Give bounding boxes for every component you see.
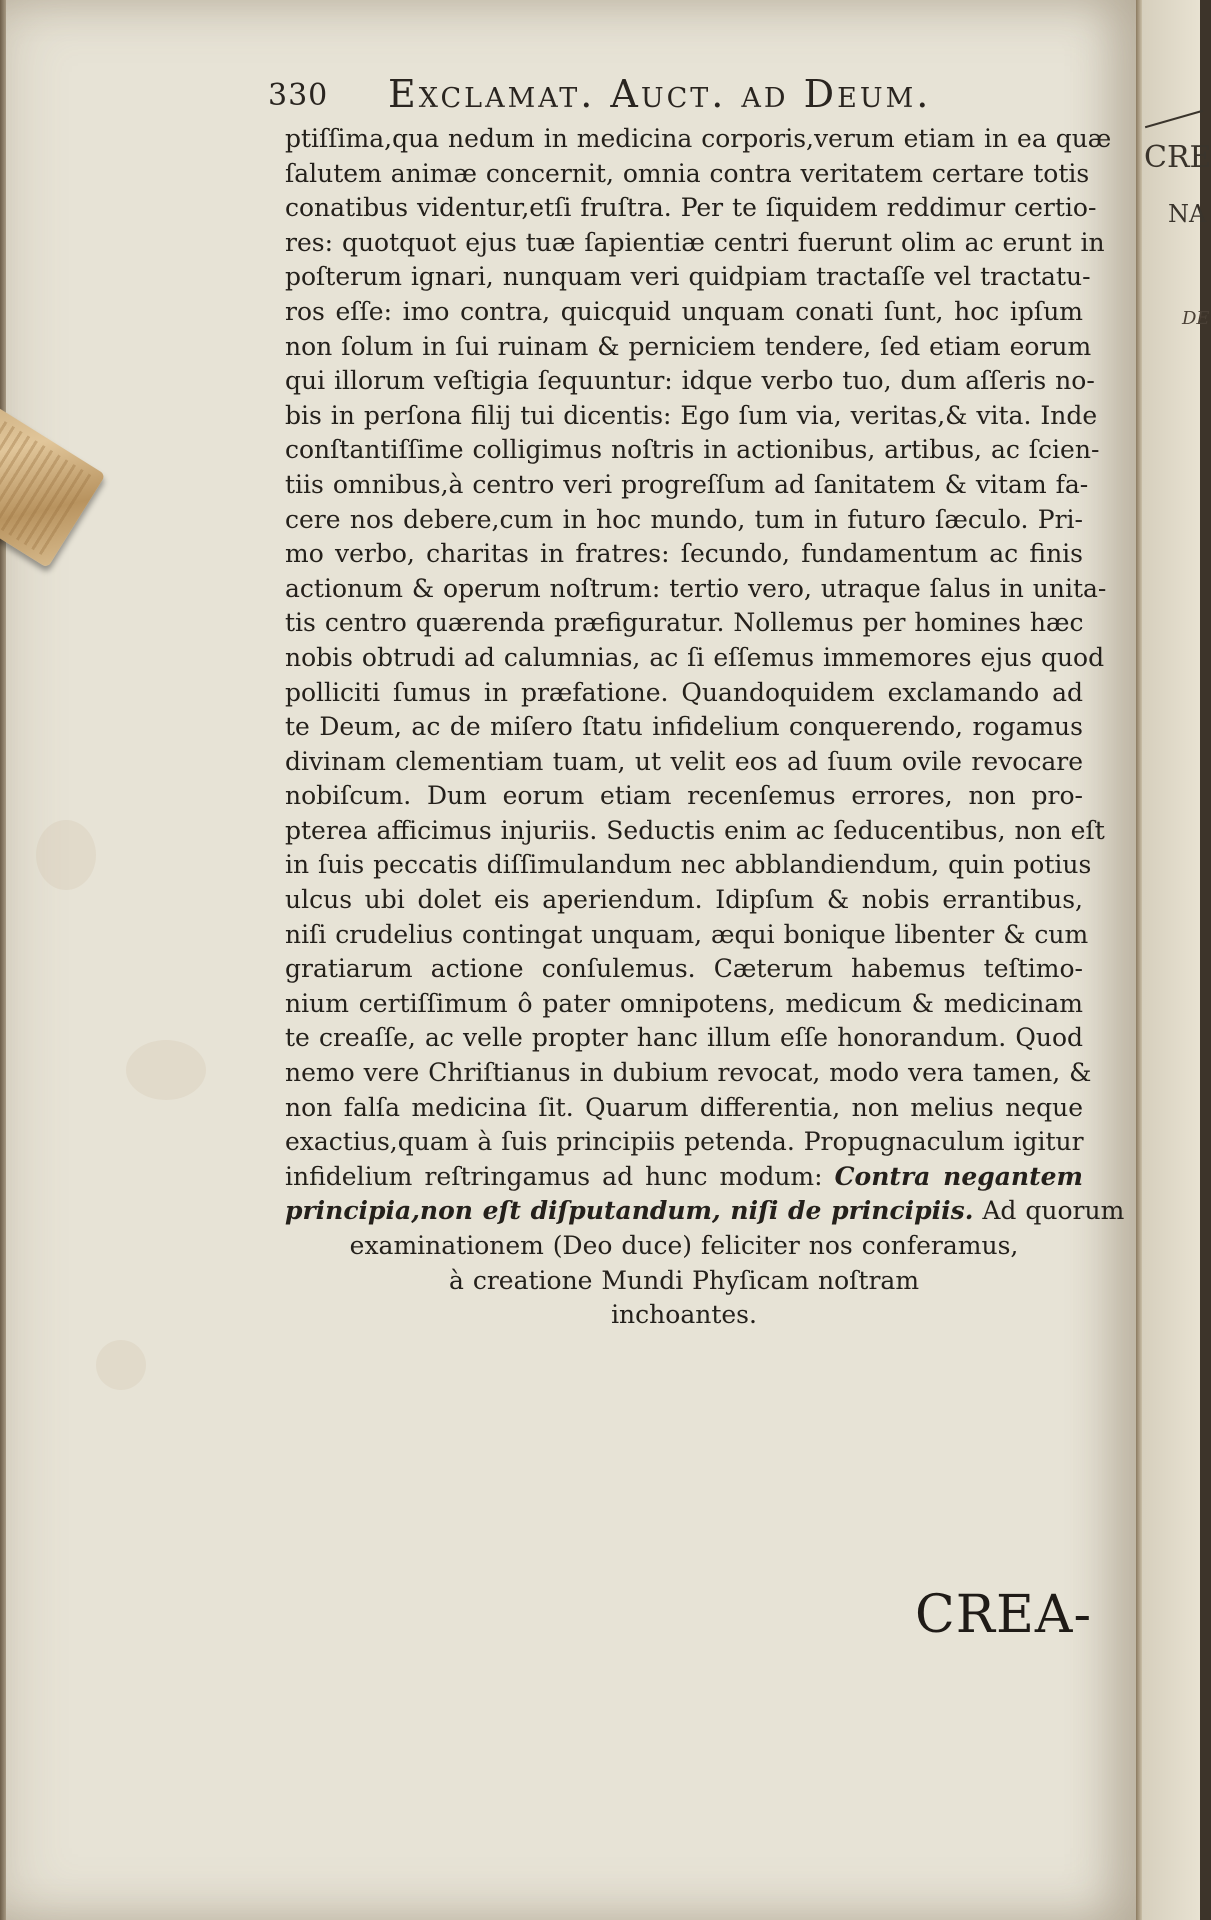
paper-stain	[36, 820, 96, 890]
italic-maxim: Contra negantem	[834, 1161, 1084, 1191]
text-line: te creaſſe, ac velle propter hanc illum eſſe honorandum. Quod	[285, 1023, 1083, 1053]
running-head-title: Exclamat. Auct. ad Deum.	[388, 72, 932, 116]
facing-page-fragment: NA	[1168, 200, 1207, 228]
running-head	[268, 72, 1008, 122]
facing-page-fragment: CRE	[1144, 140, 1211, 175]
text-line: conatibus videntur,etſi fruſtra. Per te ſiquidem reddimur certio-	[285, 193, 1097, 223]
text-line: divinam clementiam tuam, ut velit eos ad ſuum ovile revocare	[285, 746, 1083, 776]
text-line: exactius,quam à ſuis principiis petenda. Propugnaculum igitur	[285, 1127, 1084, 1157]
text-line: tiis omnibus,à centro veri progreſſum ad ſanitatem & vitam fa-	[285, 469, 1089, 499]
text-line: gratiarum actione conſulemus. Cæterum habemus teſtimo-	[285, 954, 1083, 984]
text-line: res: quotquot ejus tuæ ſapientiæ centri fuerunt olim ac erunt in	[285, 227, 1105, 257]
closing-line: inchoantes.	[611, 1300, 757, 1330]
text-line: mo verbo, charitas in fratres: ſecundo, fundamentum ac finis	[285, 539, 1083, 569]
text-line: qui illorum veſtigia ſequuntur: idque verbo tuo, dum aſſeris no-	[285, 366, 1095, 396]
text-line: nium certiſſimum ô pater omnipotens, medicum & medicinam	[285, 988, 1083, 1018]
text-line: cere nos debere,cum in hoc mundo, tum in futuro ſæculo. Pri-	[285, 504, 1083, 534]
text-line: polliciti ſumus in præfatione. Quandoquidem exclamando ad	[285, 677, 1083, 707]
closing-line: examinationem (Deo duce) feliciter nos conferamus,	[349, 1231, 1019, 1260]
italic-maxim: principia,non eſt diſputandum, niſi de principiis.	[285, 1196, 974, 1226]
text-line: ulcus ubi dolet eis aperiendum. Idipſum & nobis errantibus,	[285, 885, 1083, 915]
text-line: te Deum, ac de miſero ſtatu infidelium conquerendo, rogamus	[285, 712, 1083, 742]
text-line: non ſolum in ſui ruinam & perniciem tendere, ſed etiam eorum	[285, 331, 1092, 361]
text-line: ros eſſe: imo contra, quicquid unquam conati ſunt, hoc ipſum	[285, 296, 1083, 326]
facing-page-fragment: DE	[1182, 308, 1210, 329]
text-line: ſalutem animæ concernit, omnia contra veritatem certare totis	[285, 158, 1090, 188]
paper-stain	[96, 1340, 146, 1390]
paper-stain	[126, 1040, 206, 1100]
facing-page-edge	[1142, 0, 1211, 1920]
closing-line: à creatione Mundi Phyſicam noſtram	[448, 1265, 920, 1295]
text-line: bis in perſona filij tui dicentis: Ego ſum via, veritas,& vita. Inde	[285, 400, 1098, 430]
page-number: 330	[268, 78, 329, 113]
text-line: tis centro quærenda præfiguratur. Nollemus per homines hæc	[285, 608, 1084, 638]
text-line: pterea afficimus injuriis. Seductis enim ac ſeducentibus, non eſt	[285, 815, 1105, 845]
text-line: nobis obtrudi ad calumnias, ac ſi eſſemus immemores ejus quod	[285, 642, 1105, 672]
facing-page-rule	[1145, 110, 1203, 128]
text-line: niſi crudelius contingat unquam, æqui bonique libenter & cum	[285, 919, 1089, 949]
text-line: infidelium reſtringamus ad hunc modum:	[285, 1161, 823, 1191]
text-line: actionum & operum noſtrum: tertio vero, utraque ſalus in unita-	[285, 573, 1107, 603]
text-line-with-maxim	[285, 1194, 1125, 1229]
text-line: nobiſcum. Dum eorum etiam recenſemus errores, non pro-	[285, 781, 1083, 811]
text-line: Ad quorum	[982, 1196, 1125, 1226]
text-line: non falſa medicina ſit. Quarum differentia, non melius neque	[285, 1092, 1083, 1122]
catchword: CREA-	[915, 1585, 1093, 1645]
text-line: conſtantiſſime colligimus noſtris in actionibus, artibus, ac ſcien-	[285, 435, 1100, 465]
text-line: poſterum ignari, nunquam veri quidpiam tractaſſe vel tractatu-	[285, 262, 1091, 292]
text-line-with-maxim	[285, 1160, 1083, 1195]
text-line: in ſuis peccatis diſſimulandum nec abblandiendum, quin potius	[285, 850, 1092, 880]
text-line: nemo vere Chriſtianus in dubium revocat, modo vera tamen, &	[285, 1058, 1092, 1088]
text-line: ptiſſima,qua nedum in medicina corporis,verum etiam in ea quæ	[285, 124, 1112, 153]
body-text	[285, 122, 1125, 1333]
